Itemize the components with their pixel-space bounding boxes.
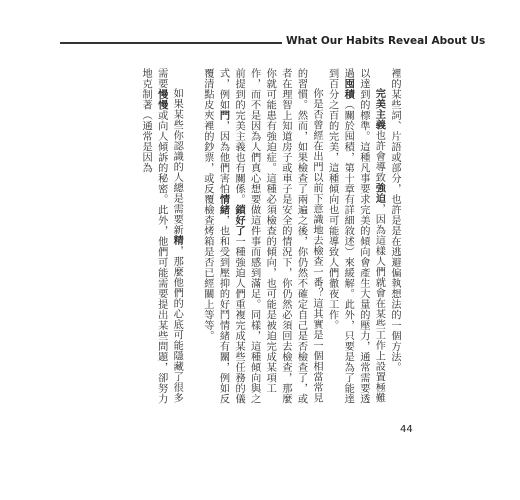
header-rule <box>60 42 282 44</box>
paragraph-2-text-c: （關於囤積，第十章有詳細敘述）來緩解。此外，只要是為了能達到百分之百的完美，這種傾向也可能導致人們徹夜工作。 <box>326 68 354 404</box>
term-emotion: 情緒 <box>217 194 229 215</box>
running-header: What Our Habits Reveal About Us <box>286 35 486 47</box>
paragraph-3-text-a: 你是否曾經在出門以前下意識地去檢查一番？這其實是一個相當常見的習慣。然而，如果檢查了兩遍之後，你仍然不確定自己是否檢查了，或者在理智上知道房子或車子是安全的情況下，你仍然必須回去檢查，那麼你就可能患有強迫症。這種必須檢查的傾向，也可能是被迫完成某項工作，而不是因為人們真心想要做這件事而感到滿足。同樣，這種傾向與之前提到的完美主義也有關係。 <box>233 68 323 404</box>
paragraph-4 <box>138 68 185 408</box>
paragraph-3-text-d: ，也和受到壓抑的好鬥情緒有關，例如反覆清點皮夾裡的鈔票，或反覆檢查烤箱是否已經關上等等。 <box>201 68 229 404</box>
paragraph-2-text-a: 也許會導致 <box>373 130 385 183</box>
term-slowly: 慢慢 <box>155 89 167 110</box>
term-compulsion: 強迫 <box>373 182 385 204</box>
paragraph-4-text-a: 如果某些你認識的人總是需要新 <box>171 88 183 236</box>
term-locked: 鎖好了 <box>233 204 245 236</box>
paragraph-3 <box>199 68 324 408</box>
paragraph-4-text-b: ，那麼他們的心底可能隱藏了很多需要 <box>155 68 183 404</box>
term-perfectionism: 完美主義 <box>373 88 385 131</box>
paragraph-4-text-c: 或向人傾訴的秘密。此外，他們可能需要提出某些問題，卻努力地克制著（通常是因為 <box>140 68 167 404</box>
paragraph-1: 裡的某些詞、片語或部分，也許是是在逃避偏執想法的一個方法。 <box>389 68 400 373</box>
term-essence: 精 <box>171 235 183 246</box>
paragraph-2 <box>324 68 386 408</box>
vertical-body-text <box>123 68 403 408</box>
page-number: 44 <box>400 424 413 435</box>
paragraph-2-text-b: ，因為這樣人們就會在某些工作上設置極難以達到的標準。這種凡事要求完美的傾向會產生大量的壓力，通常需要透過 <box>342 68 385 404</box>
paragraph-3-text-b: 一種強迫人們重複完成某些任務的儀式，例如 <box>217 68 245 404</box>
term-door: 門 <box>217 110 229 121</box>
term-hoarding: 囤積 <box>342 78 354 100</box>
paragraph-3-text-c: ，因為他們害怕 <box>217 120 229 194</box>
